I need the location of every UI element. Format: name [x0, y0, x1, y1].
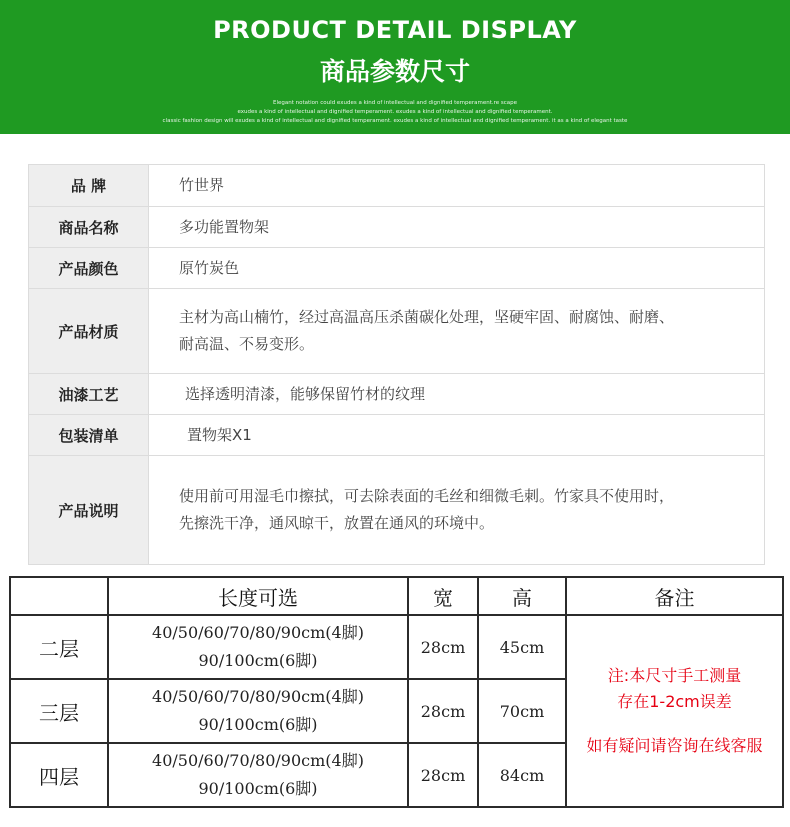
note-line: 如有疑问请咨询在线客服: [586, 736, 763, 755]
tier-label: 三层: [10, 679, 108, 743]
spec-value: 选择透明清漆，能够保留竹材的纹理: [149, 374, 765, 415]
banner-small-text: classic fashion design will exudes a kind of intellectual and dignified temperament. exudes a kind of intellectual and dignified temperament. it as a kind of elegant taste: [162, 118, 628, 124]
length-options: [108, 615, 408, 679]
spec-row: [29, 456, 765, 565]
spec-row: [29, 289, 765, 374]
spec-row: [29, 165, 765, 207]
banner-small-text: Elegant notation could exudes a kind of intellectual and dignified temperament.re scape: [272, 100, 518, 106]
note-line: 注:本尺寸手工测量: [607, 666, 742, 685]
banner-title: PRODUCT DETAIL DISPLAY: [213, 16, 577, 44]
size-header-row: [10, 577, 783, 615]
spec-value: 使用前可用湿毛巾擦拭，可去除表面的毛丝和细微毛刺。竹家具不使用时，先擦洗干净，通风晾干，放置在通风的环境中。: [149, 456, 765, 565]
note-cell: [566, 615, 783, 807]
spec-value: 主材为高山楠竹，经过高温高压杀菌碳化处理，坚硬牢固、耐腐蚀、耐磨、耐高温、不易变形。: [149, 289, 765, 374]
length-options: [108, 679, 408, 743]
length-line: 40/50/60/70/80/90cm(4脚): [152, 687, 364, 706]
spec-label: 产品颜色: [29, 248, 149, 289]
width-value: 28cm: [408, 615, 478, 679]
tier-label: 四层: [10, 743, 108, 807]
spec-table: [28, 164, 765, 565]
spec-row: [29, 248, 765, 289]
header-height: 高: [478, 577, 566, 615]
spec-value: 置物架X1: [149, 415, 765, 456]
width-value: 28cm: [408, 679, 478, 743]
header-banner: [0, 0, 790, 134]
spec-label: 包装清单: [29, 415, 149, 456]
size-row: [10, 615, 783, 679]
tier-label: 二层: [10, 615, 108, 679]
header-length: 长度可选: [108, 577, 408, 615]
height-value: 84cm: [478, 743, 566, 807]
header-note: 备注: [566, 577, 783, 615]
spec-label: 产品说明: [29, 456, 149, 565]
width-value: 28cm: [408, 743, 478, 807]
spec-row: [29, 374, 765, 415]
spec-label: 油漆工艺: [29, 374, 149, 415]
header-width: 宽: [408, 577, 478, 615]
spec-row: [29, 415, 765, 456]
banner-small-text: exudes a kind of intellectual and dignified temperament. exudes a kind of intellectual and dignified temperament.: [237, 109, 553, 115]
spec-label: 商品名称: [29, 207, 149, 248]
header-cell-empty: [10, 577, 108, 615]
length-line: 90/100cm(6脚): [198, 779, 318, 798]
length-line: 40/50/60/70/80/90cm(4脚): [152, 751, 364, 770]
spec-row: [29, 207, 765, 248]
spec-label: 品 牌: [29, 165, 149, 207]
spec-value: 竹世界: [149, 165, 765, 207]
height-value: 45cm: [478, 615, 566, 679]
length-options: [108, 743, 408, 807]
length-line: 90/100cm(6脚): [198, 651, 318, 670]
spec-value: 原竹炭色: [149, 248, 765, 289]
note-line: 存在1-2cm误差: [617, 692, 732, 711]
banner-subtitle: 商品参数尺寸: [319, 57, 470, 86]
spec-value: 多功能置物架: [149, 207, 765, 248]
length-line: 40/50/60/70/80/90cm(4脚): [152, 623, 364, 642]
height-value: 70cm: [478, 679, 566, 743]
size-table: [9, 576, 784, 808]
length-line: 90/100cm(6脚): [198, 715, 318, 734]
spec-label: 产品材质: [29, 289, 149, 374]
